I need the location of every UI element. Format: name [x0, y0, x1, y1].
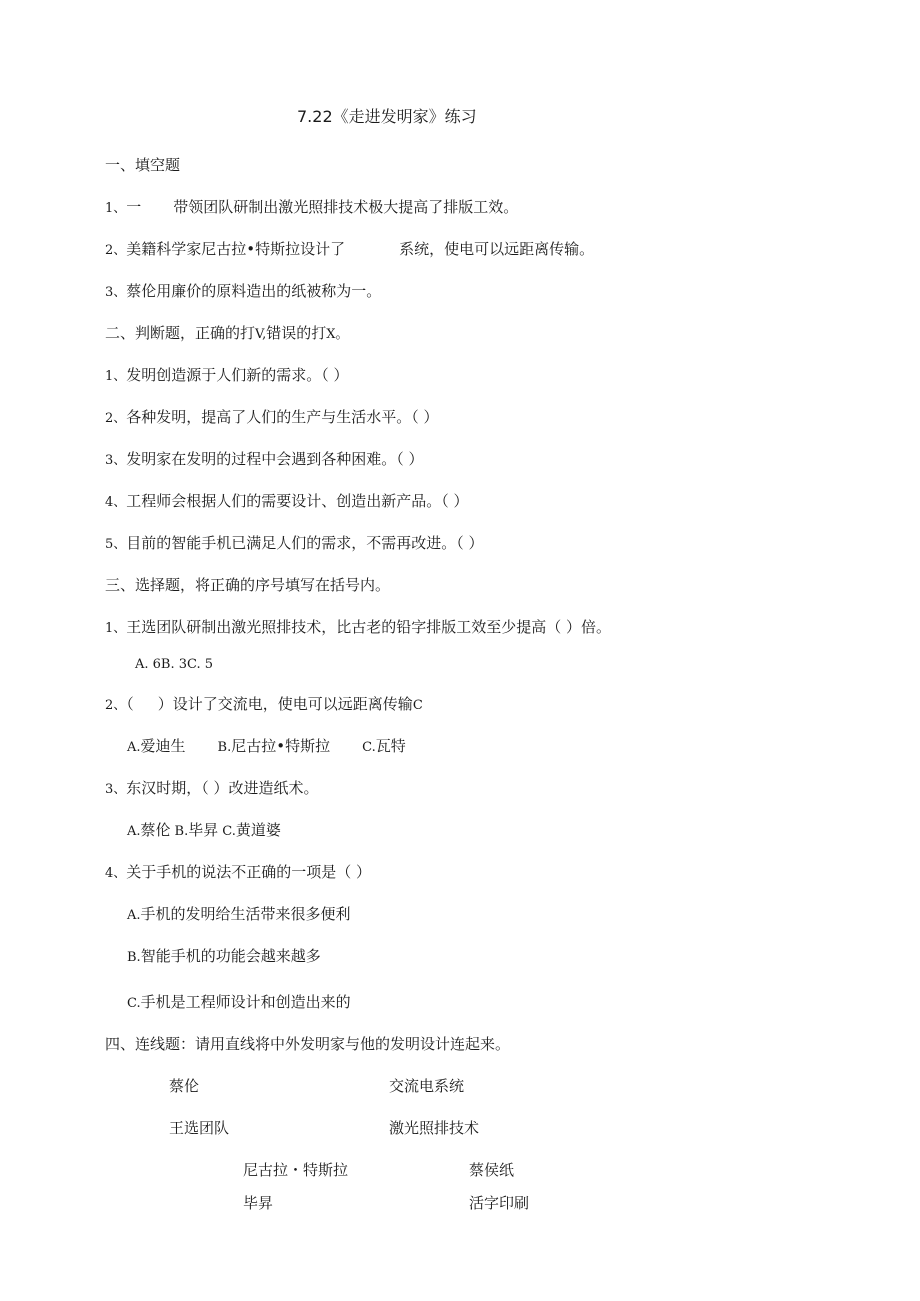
- judge-item: [105, 449, 424, 471]
- question-text: 关于手机的说法不正确的一项是（ ）: [126, 863, 372, 881]
- choice-question-3: [105, 778, 319, 800]
- question-text: ）设计了交流电，使电可以远距离传输: [157, 695, 413, 713]
- option-a: 手机的发明给生活带来很多便利: [140, 905, 351, 923]
- option-a-label: A.: [127, 740, 141, 755]
- false-mark: X。: [326, 327, 349, 342]
- choice-options: [127, 820, 281, 842]
- true-mark: V,: [255, 327, 267, 342]
- choice-question-1: [105, 617, 611, 639]
- option-a: 蔡伦: [140, 821, 171, 839]
- page-title: 7.22《走进发明家》练习: [297, 107, 477, 126]
- answer-blank: 一: [126, 198, 142, 216]
- question-text: 工程师会根据人们的需要设计、创造出新产品。（ ）: [126, 492, 469, 510]
- match-left-item: 王选团队: [169, 1119, 230, 1137]
- question-number: 3、: [105, 453, 127, 468]
- judge-item: [105, 533, 484, 555]
- question-text: 发明创造源于人们新的需求。（ ）: [126, 366, 349, 384]
- question-number: 2、: [105, 411, 127, 426]
- option-b: 毕昇: [188, 821, 219, 839]
- section-4-heading: 四、连线题：请用直线将中外发明家与他的发明设计连起来。: [105, 1035, 511, 1053]
- question-number: 3、: [105, 285, 127, 300]
- choice-options: [127, 736, 406, 758]
- fill-question-3: [105, 281, 381, 303]
- question-text: 带领团队研制出激光照排技术极大提高了排版工效。: [173, 198, 519, 216]
- question-number: 4、: [105, 495, 127, 510]
- question-number: 2、: [105, 243, 127, 258]
- option-b-label: B.: [127, 950, 141, 965]
- match-right-item: 激光照排技术: [389, 1119, 480, 1137]
- question-text: 蔡伦用廉价的原料造出的纸被称为一。: [126, 282, 382, 300]
- heading-text: 二、判断题，正确的打: [105, 324, 256, 342]
- option-c: 手机是工程师设计和创造出来的: [140, 993, 351, 1011]
- option-a: 爱迪生: [140, 737, 186, 755]
- match-right-item: 活字印刷: [469, 1194, 530, 1212]
- match-right-item: 交流电系统: [389, 1077, 465, 1095]
- option-c: 瓦特: [375, 737, 406, 755]
- option-b: 尼古拉•特斯拉: [231, 737, 331, 755]
- judge-item: [105, 491, 469, 513]
- question-tail: C: [412, 698, 423, 713]
- judge-item: [105, 407, 439, 429]
- match-left-item: 毕昇: [243, 1194, 274, 1212]
- option-c: 黄道婆: [235, 821, 281, 839]
- choice-option-a: [127, 904, 351, 926]
- option-c-label: C.: [222, 824, 236, 839]
- heading-text-mid: 错误的打: [266, 324, 327, 342]
- fill-question-2: [105, 239, 594, 261]
- choice-options: A. 6B. 3C. 5: [135, 657, 214, 672]
- judge-item: [105, 365, 349, 387]
- match-left-item: 蔡伦: [169, 1077, 200, 1095]
- section-2-heading: [105, 323, 349, 345]
- choice-option-c: [127, 992, 351, 1014]
- option-b-label: B.: [174, 824, 189, 839]
- question-number: 1、: [105, 201, 127, 216]
- question-number: 5、: [105, 537, 127, 552]
- choice-option-b: [127, 946, 321, 968]
- option-b: 智能手机的功能会越来越多: [140, 947, 321, 965]
- question-number: 2、: [105, 698, 127, 713]
- question-text: 东汉时期，（ ）改进造纸术。: [126, 779, 319, 797]
- question-text: 各种发明，提高了人们的生产与生活水平。（ ）: [126, 408, 439, 426]
- section-1-heading: 一、填空题: [105, 156, 181, 174]
- choice-question-2: [105, 694, 423, 716]
- question-number: 3、: [105, 782, 127, 797]
- question-text: 王选团队研制出激光照排技术，比古老的铅字排版工效至少提高（ ）倍。: [126, 618, 612, 636]
- fill-question-1: [105, 197, 518, 219]
- question-number: 1、: [105, 621, 127, 636]
- choice-question-4: [105, 862, 371, 884]
- question-number: 1、: [105, 369, 127, 384]
- question-text: 发明家在发明的过程中会遇到各种困难。（ ）: [126, 450, 424, 468]
- option-b-label: B.: [217, 740, 232, 755]
- option-c-label: C.: [362, 740, 376, 755]
- section-3-heading: 三、选择题，将正确的序号填写在括号内。: [105, 576, 391, 594]
- option-c-label: C.: [127, 996, 141, 1011]
- match-left-item: 尼古拉・特斯拉: [243, 1161, 349, 1179]
- option-a-label: A.: [127, 908, 141, 923]
- question-bracket-open: （: [126, 695, 134, 713]
- question-text-b: 系统，使电可以远距离传输。: [399, 240, 595, 258]
- match-right-item: 蔡侯纸: [469, 1161, 515, 1179]
- option-a-label: A.: [127, 824, 141, 839]
- question-text-a: 美籍科学家尼古拉•特斯拉设计了: [126, 240, 346, 258]
- question-text: 目前的智能手机已满足人们的需求，不需再改进。（ ）: [126, 534, 484, 552]
- question-number: 4、: [105, 866, 127, 881]
